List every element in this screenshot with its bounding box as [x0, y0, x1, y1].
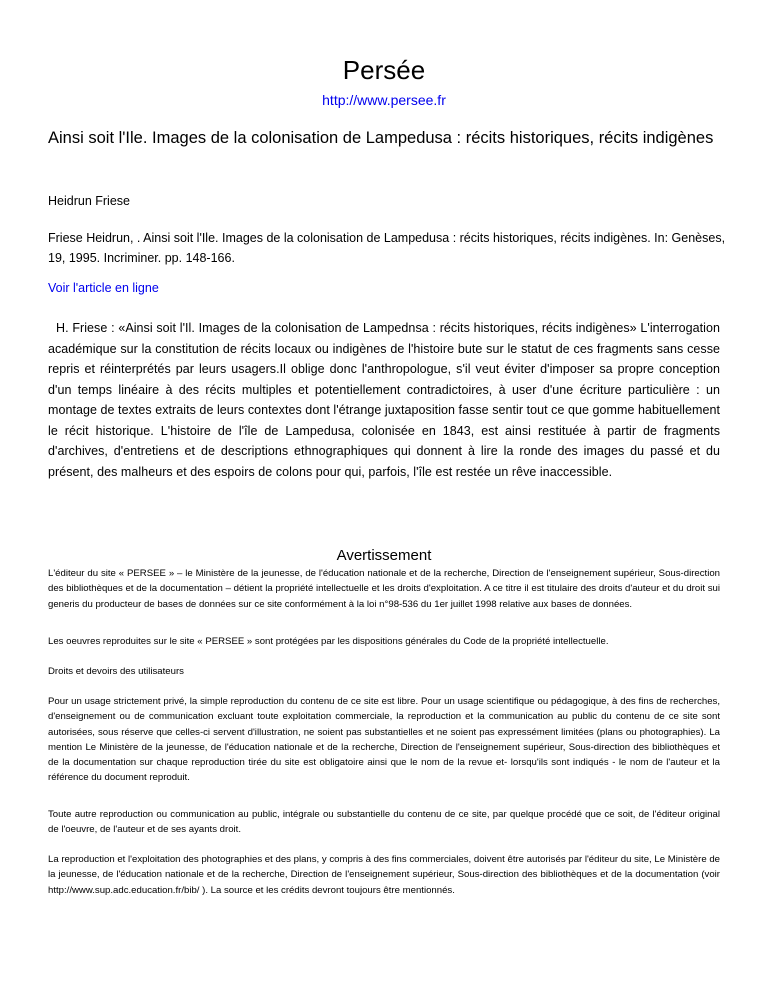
notice-paragraph-rights-holder: L'éditeur du site « PERSEE » – le Ministère de la jeunesse, de l'éducation nationale et de la recherche, Direction de l'enseignement supérieur, Sous-direction des bibliothèques et de la documentation – détient la propriété intellectuelle et les droits d'exploitation. A ce titre il est titulaire des droits d'auteur et du droit sui generis du producteur de bases de données sur ce site conformément à la loi n°98-536 du 1er juillet 1998 relative aux bases de données.	[48, 568, 720, 610]
notice-paragraph-permitted-use: Pour un usage strictement privé, la simple reproduction du contenu de ce site est libre. Pour un usage scientifique ou pédagogique, à des fins de recherches, d'enseignement ou de communication excluant toute exploitation commerciale, la reproduction et la communication au public du contenu de ce site sont autorisées, sous réserve que celles-ci servent d'illustration, ne soient pas substantielles et ne soient pas expressément limitées (plans ou photographies). La mention Le Ministère de la jeunesse, de l'éducation nationale et de la recherche, Direction de l'enseignement supérieur, Sous-direction des bibliothèques et de la documentation sur chaque reproduction tirée du site est obligatoire ainsi que le nom de la revue et- lorsqu'ils sont indiqués - le nom de l'auteur et la référence du document reproduit.	[48, 696, 720, 784]
notice-paragraph-photographs: La reproduction et l'exploitation des photographies et des plans, y compris à des fins commerciales, doivent être autorisés par l'éditeur du site, Le Ministère de la jeunesse, de l'éducation nationale et de la recherche, Direction de l'enseignement supérieur, Sous-direction des bibliothèques et de la documentation (voir http://www.sup.adc.education.fr/bib/ ). La source et les crédits devront toujours être mentionnés.	[48, 854, 720, 896]
notice-title: Avertissement	[336, 547, 432, 564]
view-article-online-link[interactable]: Voir l'article en ligne	[48, 281, 159, 295]
article-title: Ainsi soit l'Ile. Images de la colonisation de Lampedusa : récits historiques, récits indigènes	[48, 129, 714, 147]
notice-heading-user-rights: Droits et devoirs des utilisateurs	[48, 666, 184, 677]
notice-paragraph-other-reproduction: Toute autre reproduction ou communication au public, intégrale ou substantielle du contenu de ce site, par quelque procédé que ce soit, de l'éditeur original de l'oeuvre, de l'auteur et de ses ayants droit.	[48, 809, 720, 836]
notice-paragraph-protected-works: Les oeuvres reproduites sur le site « PERSEE » sont protégées par les dispositions générales du Code de la propriété intellectuelle.	[48, 636, 609, 647]
article-abstract: H. Friese : «Ainsi soit l'Il. Images de la colonisation de Lampednsa : récits historiques, récits indigènes» L'interrogation académique sur la constitution de récits locaux ou indigènes de l'histoire bute sur le statut de ces fragments sans cesse repris et réinterprétés par leurs usagers.Il oblige donc l'anthropologue, s'il veut éviter d'imposer sa propre conception d'un temps linéaire à des récits multiples et potentiellement contradictoires, à user d'une écriture particulière : un montage de textes extraits de leurs contextes dont l'étrange juxtaposition fasse sentir tout ce que gomme habituellement le récit historique. L'histoire de l'île de Lampedusa, colonisée en 1843, est ainsi restituée à partir de fragments d'archives, d'entretiens et de descriptions ethnographiques qui donnent à lire la ronde des images du passé et du présent, des malheurs et des espoirs de colons pour qui, parfois, l'île est restée un rêve inaccessible.	[48, 321, 720, 479]
article-citation: Friese Heidrun, . Ainsi soit l'Ile. Images de la colonisation de Lampedusa : récits historiques, récits indigènes. In: Genèses, 19, 1995. Incriminer. pp. 148-166.	[48, 231, 726, 265]
article-author: Heidrun Friese	[48, 194, 130, 208]
site-name: Persée	[342, 55, 426, 85]
site-url-link[interactable]: http://www.persee.fr	[322, 92, 446, 108]
